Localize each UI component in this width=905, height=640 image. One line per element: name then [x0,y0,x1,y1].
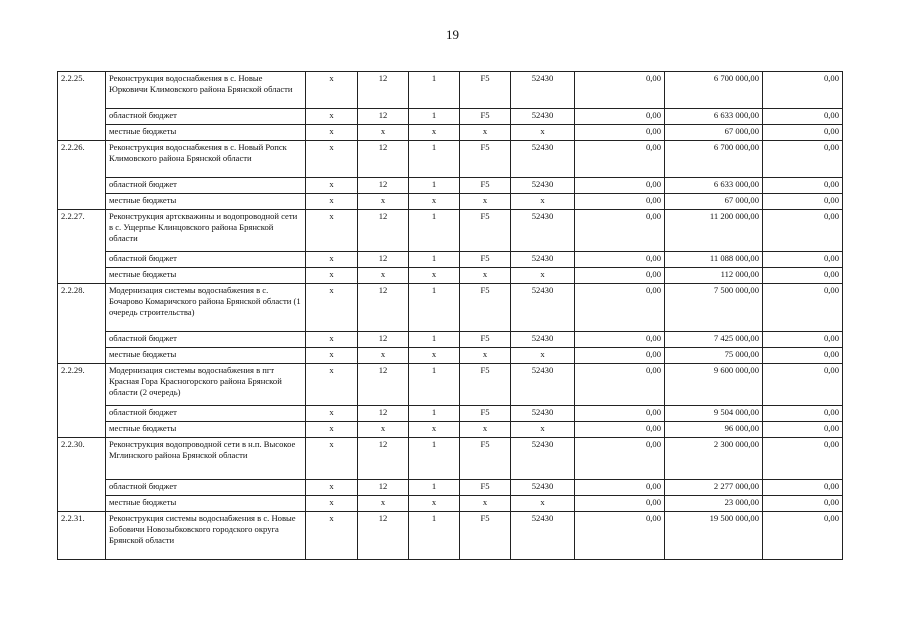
table-subrow [58,348,843,364]
subrow-cell-v1: 0,00 [575,480,665,496]
subrow-cell-v2: 96 000,00 [665,422,763,438]
row-cell-c1: x [306,512,358,560]
subrow-cell-v3: 0,00 [763,125,843,141]
subrow-cell-c2: 12 [358,178,409,194]
subrow-cell-v3: 0,00 [763,406,843,422]
table-subrow [58,406,843,422]
row-cell-c1: x [306,438,358,480]
subrow-cell-c5: 52430 [511,406,575,422]
row-number: 2.2.30. [58,438,106,512]
table-row [58,512,843,560]
row-cell-c2: 12 [358,284,409,332]
subrow-cell-v3: 0,00 [763,252,843,268]
subrow-cell-v1: 0,00 [575,125,665,141]
subrow-cell-v2: 6 633 000,00 [665,109,763,125]
row-cell-c5: 52430 [511,72,575,109]
subrow-cell-v3: 0,00 [763,422,843,438]
row-name: Реконструкция водоснабжения в с. Новые Юрковичи Климовского района Брянской области [106,72,306,109]
subrow-cell-c1: x [306,178,358,194]
subrow-cell-v3: 0,00 [763,268,843,284]
subrow-cell-v2: 112 000,00 [665,268,763,284]
row-cell-v1: 0,00 [575,438,665,480]
row-cell-c3: 1 [409,284,460,332]
row-cell-c2: 12 [358,512,409,560]
row-cell-c2: 12 [358,72,409,109]
subrow-cell-v3: 0,00 [763,480,843,496]
row-cell-c1: x [306,141,358,178]
subrow-cell-v2: 7 425 000,00 [665,332,763,348]
subrow-name: областной бюджет [106,109,306,125]
subrow-cell-v3: 0,00 [763,496,843,512]
subrow-cell-c5: 52430 [511,332,575,348]
subrow-cell-c3: x [409,125,460,141]
row-cell-c2: 12 [358,438,409,480]
table-row [58,141,843,178]
subrow-cell-v2: 67 000,00 [665,125,763,141]
table-subrow [58,109,843,125]
subrow-name: местные бюджеты [106,496,306,512]
subrow-cell-v1: 0,00 [575,422,665,438]
row-number: 2.2.26. [58,141,106,210]
row-cell-v3: 0,00 [763,438,843,480]
subrow-name: местные бюджеты [106,422,306,438]
row-cell-c4: F5 [460,438,511,480]
row-cell-c5: 52430 [511,438,575,480]
table-body [58,72,843,560]
subrow-cell-c5: 52430 [511,252,575,268]
subrow-cell-c5: x [511,125,575,141]
subrow-cell-c4: x [460,194,511,210]
table-subrow [58,178,843,194]
subrow-name: областной бюджет [106,480,306,496]
row-cell-c4: F5 [460,72,511,109]
row-cell-v3: 0,00 [763,141,843,178]
subrow-cell-v1: 0,00 [575,348,665,364]
row-name: Реконструкция водоснабжения в с. Новый Ропск Климовского района Брянской области [106,141,306,178]
subrow-cell-c2: 12 [358,480,409,496]
row-cell-v3: 0,00 [763,210,843,252]
subrow-cell-v3: 0,00 [763,332,843,348]
row-name: Реконструкция системы водоснабжения в с. Новые Бобовичи Новозыбковского городского округа Брянской области [106,512,306,560]
subrow-cell-c3: 1 [409,480,460,496]
table-subrow [58,332,843,348]
subrow-cell-c1: x [306,406,358,422]
row-cell-c3: 1 [409,512,460,560]
row-name: Модернизация системы водоснабжения в с. Бочарово Комаричского района Брянской области (1 очередь строительства) [106,284,306,332]
subrow-cell-c5: x [511,268,575,284]
subrow-cell-c4: x [460,348,511,364]
subrow-cell-v2: 11 088 000,00 [665,252,763,268]
row-name: Реконструкция водопроводной сети в н.п. Высокое Мглинского района Брянской области [106,438,306,480]
row-cell-c4: F5 [460,284,511,332]
subrow-cell-c2: x [358,194,409,210]
subrow-cell-c5: 52430 [511,178,575,194]
row-cell-c2: 12 [358,141,409,178]
table-row [58,438,843,480]
table-subrow [58,480,843,496]
subrow-cell-c3: 1 [409,109,460,125]
table-subrow [58,496,843,512]
subrow-cell-v1: 0,00 [575,109,665,125]
page-number: 19 [446,27,459,42]
subrow-cell-c4: F5 [460,406,511,422]
table-subrow [58,194,843,210]
subrow-cell-c1: x [306,252,358,268]
row-cell-c4: F5 [460,512,511,560]
subrow-cell-v1: 0,00 [575,496,665,512]
row-name: Модернизация системы водоснабжения в пгт Красная Гора Красногорского района Брянской области (2 очередь) [106,364,306,406]
subrow-cell-c3: x [409,496,460,512]
subrow-cell-c3: 1 [409,406,460,422]
subrow-cell-v2: 9 504 000,00 [665,406,763,422]
row-cell-c5: 52430 [511,512,575,560]
row-number: 2.2.27. [58,210,106,284]
row-cell-c5: 52430 [511,210,575,252]
row-cell-v2: 19 500 000,00 [665,512,763,560]
subrow-cell-c1: x [306,125,358,141]
table-row [58,210,843,252]
row-cell-c5: 52430 [511,284,575,332]
row-cell-c3: 1 [409,210,460,252]
subrow-cell-c2: x [358,268,409,284]
row-cell-v1: 0,00 [575,364,665,406]
subrow-cell-v2: 67 000,00 [665,194,763,210]
table-subrow [58,268,843,284]
subrow-cell-v1: 0,00 [575,194,665,210]
subrow-cell-c4: x [460,422,511,438]
subrow-cell-v1: 0,00 [575,332,665,348]
subrow-cell-c5: 52430 [511,480,575,496]
row-cell-c3: 1 [409,438,460,480]
row-cell-v2: 11 200 000,00 [665,210,763,252]
row-cell-v2: 6 700 000,00 [665,72,763,109]
subrow-cell-c5: x [511,422,575,438]
subrow-cell-v3: 0,00 [763,109,843,125]
row-cell-v3: 0,00 [763,512,843,560]
subrow-cell-v2: 6 633 000,00 [665,178,763,194]
subrow-cell-v1: 0,00 [575,268,665,284]
row-cell-v1: 0,00 [575,141,665,178]
table-row [58,72,843,109]
subrow-cell-c3: x [409,422,460,438]
row-cell-c3: 1 [409,72,460,109]
subrow-cell-c4: F5 [460,109,511,125]
subrow-cell-v1: 0,00 [575,252,665,268]
subrow-cell-c2: x [358,348,409,364]
row-cell-v3: 0,00 [763,284,843,332]
subrow-cell-c1: x [306,348,358,364]
row-cell-c2: 12 [358,364,409,406]
row-number: 2.2.25. [58,72,106,141]
subrow-name: областной бюджет [106,406,306,422]
row-number: 2.2.31. [58,512,106,560]
row-cell-c1: x [306,364,358,406]
budget-table [57,71,843,560]
row-cell-c1: x [306,72,358,109]
subrow-cell-c2: 12 [358,109,409,125]
subrow-cell-c4: F5 [460,332,511,348]
subrow-name: местные бюджеты [106,268,306,284]
subrow-name: областной бюджет [106,252,306,268]
row-cell-c5: 52430 [511,364,575,406]
subrow-cell-v2: 2 277 000,00 [665,480,763,496]
subrow-cell-v3: 0,00 [763,194,843,210]
subrow-cell-c1: x [306,480,358,496]
subrow-cell-c4: x [460,496,511,512]
row-cell-v2: 7 500 000,00 [665,284,763,332]
subrow-cell-v2: 23 000,00 [665,496,763,512]
table-subrow [58,422,843,438]
table-subrow [58,125,843,141]
subrow-cell-c3: x [409,194,460,210]
row-number: 2.2.28. [58,284,106,364]
subrow-cell-c2: x [358,125,409,141]
row-cell-v2: 9 600 000,00 [665,364,763,406]
table-subrow [58,252,843,268]
subrow-cell-c1: x [306,268,358,284]
row-cell-c4: F5 [460,364,511,406]
subrow-cell-c4: F5 [460,178,511,194]
row-number: 2.2.29. [58,364,106,438]
subrow-cell-c3: 1 [409,178,460,194]
subrow-cell-c2: 12 [358,252,409,268]
subrow-cell-c1: x [306,496,358,512]
subrow-cell-c4: F5 [460,252,511,268]
subrow-cell-c4: F5 [460,480,511,496]
subrow-cell-c3: 1 [409,252,460,268]
row-cell-c2: 12 [358,210,409,252]
row-cell-v3: 0,00 [763,72,843,109]
subrow-name: областной бюджет [106,178,306,194]
subrow-cell-c5: x [511,496,575,512]
row-cell-v1: 0,00 [575,512,665,560]
subrow-cell-c3: 1 [409,332,460,348]
table-row [58,364,843,406]
row-cell-v1: 0,00 [575,284,665,332]
row-name: Реконструкция артскважины и водопроводной сети в с. Ущерпье Клинцовского района Брянской области [106,210,306,252]
row-cell-c1: x [306,210,358,252]
subrow-cell-c4: x [460,125,511,141]
subrow-cell-c4: x [460,268,511,284]
subrow-cell-c1: x [306,194,358,210]
subrow-cell-c1: x [306,422,358,438]
subrow-cell-c1: x [306,109,358,125]
subrow-cell-c3: x [409,268,460,284]
subrow-name: местные бюджеты [106,194,306,210]
subrow-name: областной бюджет [106,332,306,348]
row-cell-c4: F5 [460,210,511,252]
subrow-cell-c2: 12 [358,406,409,422]
subrow-cell-v2: 75 000,00 [665,348,763,364]
row-cell-v1: 0,00 [575,72,665,109]
subrow-name: местные бюджеты [106,125,306,141]
table-row [58,284,843,332]
row-cell-c1: x [306,284,358,332]
subrow-cell-c3: x [409,348,460,364]
row-cell-v1: 0,00 [575,210,665,252]
row-cell-c3: 1 [409,364,460,406]
subrow-cell-v1: 0,00 [575,178,665,194]
subrow-cell-c5: x [511,348,575,364]
subrow-cell-c5: 52430 [511,109,575,125]
row-cell-c3: 1 [409,141,460,178]
subrow-cell-c1: x [306,332,358,348]
subrow-name: местные бюджеты [106,348,306,364]
row-cell-v2: 2 300 000,00 [665,438,763,480]
row-cell-c4: F5 [460,141,511,178]
subrow-cell-c2: 12 [358,332,409,348]
row-cell-c5: 52430 [511,141,575,178]
row-cell-v3: 0,00 [763,364,843,406]
subrow-cell-c5: x [511,194,575,210]
subrow-cell-c2: x [358,496,409,512]
subrow-cell-v3: 0,00 [763,348,843,364]
subrow-cell-v1: 0,00 [575,406,665,422]
row-cell-v2: 6 700 000,00 [665,141,763,178]
subrow-cell-v3: 0,00 [763,178,843,194]
subrow-cell-c2: x [358,422,409,438]
